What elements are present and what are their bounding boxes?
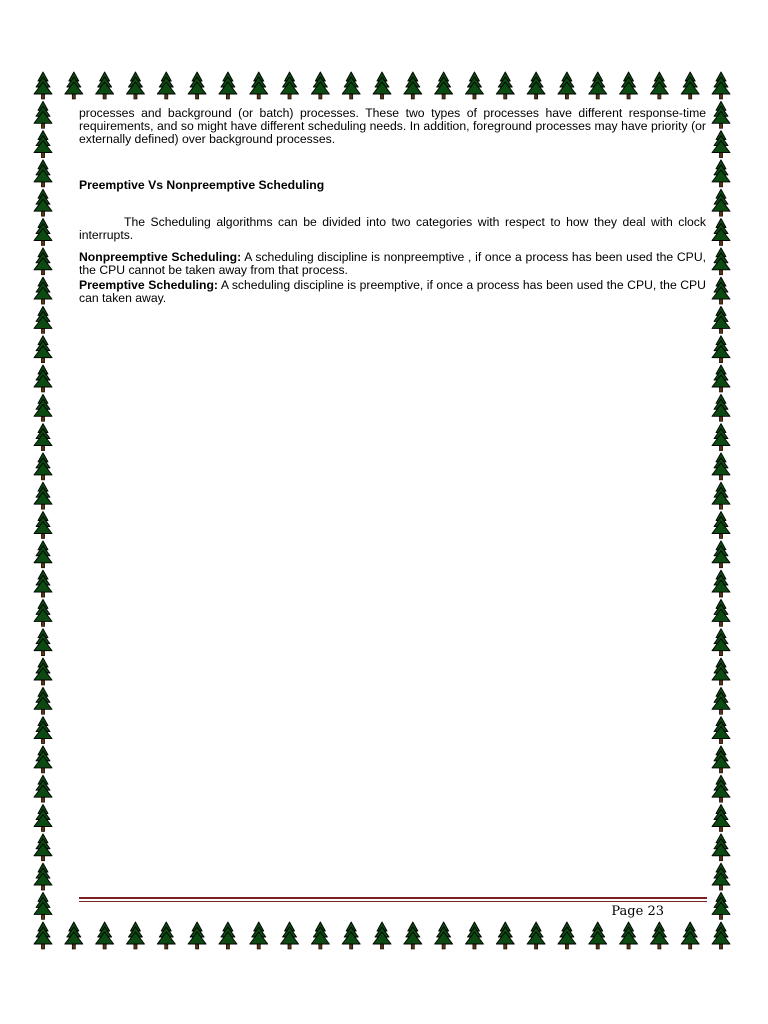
pine-tree-icon (712, 394, 730, 421)
pine-tree-icon (34, 863, 52, 890)
pine-tree-icon (250, 72, 268, 99)
pine-tree-icon (65, 72, 83, 99)
pine-tree-icon (342, 922, 360, 949)
pine-tree-icon (712, 922, 730, 949)
pine-tree-icon (34, 746, 52, 773)
pine-tree-icon (712, 687, 730, 714)
pine-tree-icon (558, 72, 576, 99)
pine-tree-icon (34, 72, 52, 99)
definition-nonpreemptive (79, 251, 706, 277)
pine-tree-icon (712, 746, 730, 773)
pine-tree-icon (96, 72, 114, 99)
pine-tree-icon (712, 365, 730, 392)
pine-tree-icon (650, 72, 668, 99)
pine-tree-icon (435, 922, 453, 949)
pine-tree-icon (34, 394, 52, 421)
pine-tree-icon (126, 922, 144, 949)
pine-tree-icon (34, 805, 52, 832)
pine-tree-icon (712, 599, 730, 626)
pine-tree-icon (712, 482, 730, 509)
pine-tree-icon (34, 570, 52, 597)
pine-tree-icon (34, 336, 52, 363)
pine-tree-icon (712, 892, 730, 919)
pine-tree-icon (712, 717, 730, 744)
pine-tree-icon (712, 277, 730, 304)
pine-tree-icon (34, 189, 52, 216)
pine-tree-icon (681, 72, 699, 99)
pine-tree-icon (157, 72, 175, 99)
definition-term: Preemptive Scheduling: (79, 278, 218, 292)
pine-tree-icon (712, 863, 730, 890)
pine-tree-icon (96, 922, 114, 949)
pine-tree-icon (34, 482, 52, 509)
pine-tree-icon (589, 72, 607, 99)
pine-tree-icon (34, 658, 52, 685)
pine-tree-icon (712, 189, 730, 216)
section-heading: Preemptive Vs Nonpreemptive Scheduling (79, 178, 325, 192)
pine-tree-icon (311, 72, 329, 99)
pine-tree-icon (34, 599, 52, 626)
pine-tree-icon (34, 775, 52, 802)
pine-tree-icon (527, 922, 545, 949)
pine-tree-icon (712, 834, 730, 861)
pine-tree-icon (34, 512, 52, 539)
pine-tree-icon (558, 922, 576, 949)
pine-tree-icon (712, 775, 730, 802)
pine-tree-icon (620, 922, 638, 949)
pine-tree-icon (34, 687, 52, 714)
pine-tree-icon (219, 922, 237, 949)
page-content (79, 107, 706, 305)
pine-tree-icon (712, 453, 730, 480)
pine-tree-icon (712, 629, 730, 656)
pine-tree-icon (373, 922, 391, 949)
pine-tree-icon (34, 365, 52, 392)
pine-tree-icon (712, 306, 730, 333)
pine-tree-icon (712, 424, 730, 451)
pine-tree-icon (712, 131, 730, 158)
pine-tree-icon (34, 131, 52, 158)
pine-tree-icon (712, 101, 730, 128)
definition-text: A scheduling discipline is preemptive, if once a process has been used the CPU, the CPU can taken away. (79, 278, 706, 305)
pine-tree-icon (712, 72, 730, 99)
pine-tree-icon (34, 922, 52, 949)
pine-tree-icon (34, 629, 52, 656)
pine-tree-icon (281, 922, 299, 949)
pine-tree-icon (712, 570, 730, 597)
pine-tree-icon (712, 248, 730, 275)
pine-tree-icon (712, 512, 730, 539)
definition-term: Nonpreemptive Scheduling: (79, 250, 242, 264)
pine-tree-icon (34, 219, 52, 246)
pine-tree-icon (219, 72, 237, 99)
pine-tree-icon (650, 922, 668, 949)
pine-tree-icon (342, 72, 360, 99)
pine-tree-icon (712, 658, 730, 685)
page-number: Page 23 (611, 904, 664, 919)
pine-tree-icon (620, 72, 638, 99)
pine-tree-icon (681, 922, 699, 949)
pine-tree-icon (188, 922, 206, 949)
pine-tree-icon (311, 922, 329, 949)
pine-tree-icon (712, 219, 730, 246)
pine-tree-icon (527, 72, 545, 99)
pine-tree-icon (65, 922, 83, 949)
continuation-paragraph: processes and background (or batch) processes. These two types of processes have different response-time requirements, and so might have different scheduling needs. In addition, foreground processes may have priority (or externally defined) over background processes. (79, 106, 706, 146)
definition-text: A scheduling discipline is nonpreemptive , if once a process has been used the CPU, the CPU cannot be taken away from that process. (79, 250, 707, 277)
pine-tree-icon (250, 922, 268, 949)
pine-tree-icon (34, 248, 52, 275)
pine-tree-icon (712, 160, 730, 187)
pine-tree-icon (34, 541, 52, 568)
pine-tree-icon (34, 453, 52, 480)
pine-tree-icon (712, 336, 730, 363)
pine-tree-icon (465, 922, 483, 949)
pine-tree-icon (712, 805, 730, 832)
definition-preemptive (79, 279, 706, 305)
pine-tree-icon (404, 72, 422, 99)
pine-tree-icon (589, 922, 607, 949)
pine-tree-icon (496, 922, 514, 949)
pine-tree-icon (404, 922, 422, 949)
pine-tree-icon (34, 277, 52, 304)
pine-tree-icon (34, 717, 52, 744)
pine-tree-icon (281, 72, 299, 99)
pine-tree-icon (435, 72, 453, 99)
pine-tree-icon (34, 306, 52, 333)
pine-tree-icon (126, 72, 144, 99)
pine-tree-icon (34, 424, 52, 451)
pine-tree-icon (34, 160, 52, 187)
pine-tree-icon (34, 834, 52, 861)
pine-tree-icon (373, 72, 391, 99)
pine-tree-icon (34, 892, 52, 919)
pine-tree-icon (465, 72, 483, 99)
pine-tree-icon (34, 101, 52, 128)
pine-tree-icon (188, 72, 206, 99)
pine-tree-icon (157, 922, 175, 949)
pine-tree-icon (496, 72, 514, 99)
footer-rule (79, 897, 707, 902)
intro-paragraph: The Scheduling algorithms can be divided into two categories with respect to how they deal with clock interrupts. (79, 215, 706, 242)
pine-tree-icon (712, 541, 730, 568)
